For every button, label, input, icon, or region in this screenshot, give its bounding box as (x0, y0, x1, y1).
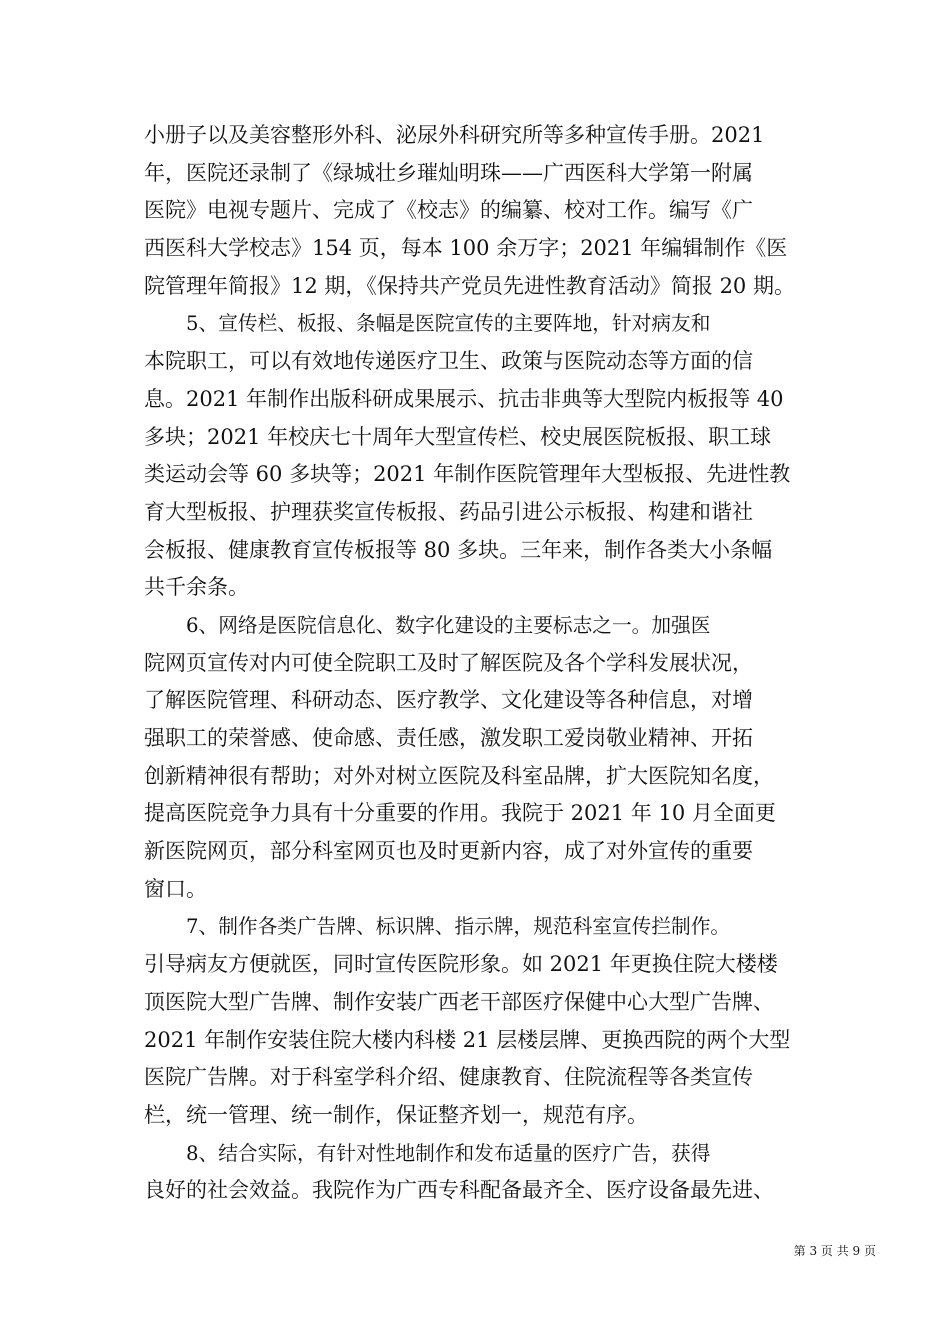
text-line: 医院广告牌。对于科室学科介绍、健康教育、住院流程等各类宣传 (144, 1065, 753, 1090)
text-line: 共千余条。 (144, 575, 249, 600)
text-line: 小册子以及美容整形外科、泌尿外科研究所等多种宣传手册。2021 (144, 123, 765, 147)
text-line: 7、制作各类广告牌、标识牌、指示牌，规范科室宣传拦制作。 (186, 915, 731, 939)
text-line: 年，医院还录制了《绿城壮乡璀灿明珠——广西医科大学第一附属 (144, 160, 753, 185)
page-number: 第 3 页 共 9 页 (793, 1244, 876, 1258)
text-line: 育大型板报、护理获奖宣传板报、药品引进公示板报、构建和谐社 (144, 499, 753, 524)
text-line: 引导病友方便就医，同时宣传医院形象。如 2021 年更换住院大楼楼 (144, 952, 778, 977)
text-line: 会板报、健康教育宣传板报等 80 多块。三年来，制作各类大小条幅 (144, 537, 773, 562)
text-line: 窗口。 (144, 876, 207, 901)
text-line: 院网页宣传对内可使全院职工及时了解医院及各个学科发展状况， (144, 650, 753, 675)
text-line: 顶医院大型广告牌、制作安装广西老干部医疗保健中心大型广告牌、 (144, 989, 774, 1014)
text-line: 本院职工，可以有效地传递医疗卫生、政策与医院动态等方面的信 (144, 349, 753, 374)
text-line: 息。2021 年制作出版科研成果展示、抗击非典等大型院内板报等 40 (144, 386, 784, 411)
text-line: 了解医院管理、科研动态、医疗教学、文化建设等各种信息，对增 (144, 688, 753, 713)
text-line: 6、网络是医院信息化、数字化建设的主要标志之一。加强医 (186, 613, 711, 637)
text-line: 多块；2021 年校庆七十周年大型宣传栏、校史展医院板报、职工球 (144, 424, 772, 449)
text-line: 院管理年简报》12 期，《保持共产党员先进性教育活动》简报 20 期。 (144, 273, 795, 298)
text-line: 医院》电视专题片、完成了《校志》的编纂、校对工作。编写《广 (144, 198, 753, 223)
text-line: 西医科大学校志》154 页，每本 100 余万字；2021 年编辑制作《医 (144, 236, 788, 261)
text-line: 强职工的荣誉感、使命感、责任感，激发职工爱岗敬业精神、开拓 (144, 726, 753, 750)
text-line: 良好的社会效益。我院作为广西专科配备最齐全、医疗设备最先进、 (144, 1178, 774, 1203)
text-line: 新医院网页，部分科室网页也及时更新内容，成了对外宣传的重要 (144, 839, 753, 864)
text-line: 提高医院竞争力具有十分重要的作用。我院于 2021 年 10 月全面更 (144, 801, 776, 826)
text-line: 创新精神很有帮助；对外对树立医院及科室品牌，扩大医院知名度， (144, 763, 774, 788)
text-line: 栏，统一管理、统一制作，保证整齐划一，规范有序。 (144, 1102, 648, 1127)
text-line: 8、结合实际，有针对性地制作和发布适量的医疗广告，获得 (186, 1141, 711, 1165)
text-line: 5、宣传栏、板报、条幅是医院宣传的主要阵地，针对病友和 (186, 312, 711, 336)
document-body (144, 117, 820, 1210)
text-line: 类运动会等 60 多块等；2021 年制作医院管理年大型板报、先进性教 (144, 462, 791, 487)
text-line: 2021 年制作安装住院大楼内科楼 21 层楼层牌、更换西院的两个大型 (144, 1027, 791, 1052)
